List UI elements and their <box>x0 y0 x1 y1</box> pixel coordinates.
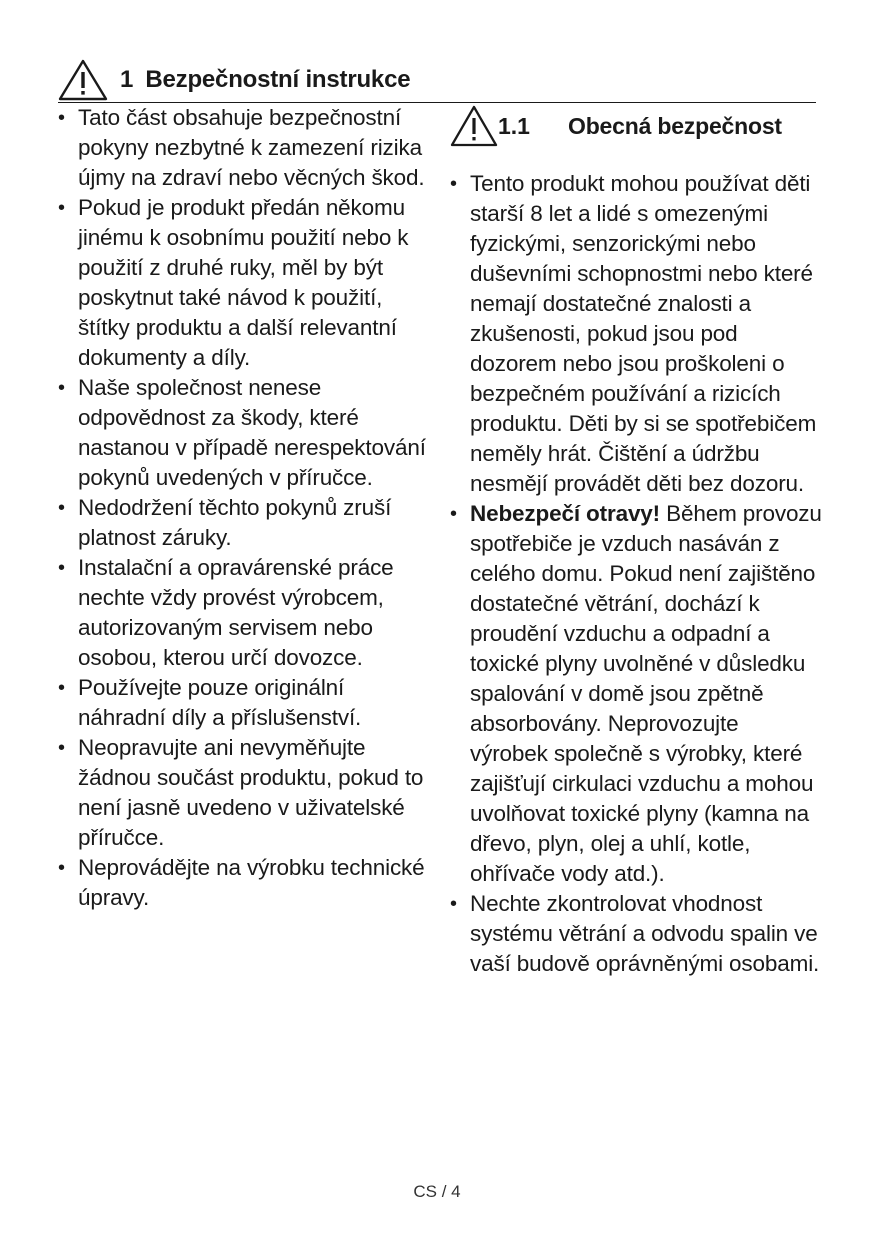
warning-triangle-icon <box>58 59 108 101</box>
list-item-emphasis: Nebezpečí otravy! <box>470 501 661 526</box>
list-item-text: Používejte pouze originální náhradní díly a příslušenství. <box>78 675 362 730</box>
subsection-title: Obecná bezpečnost <box>568 112 782 139</box>
list-item: • Neopravujte ani nevyměňujte žádnou součást produktu, pokud to není jasně uvedeno v uživatelské příručce. <box>58 735 424 850</box>
list-item: • Neprovádějte na výrobku technické úpravy. <box>58 855 425 910</box>
list-item: • Tato část obsahuje bezpečnostní pokyny nezbytné k zamezení rizika újmy na zdraví nebo věcných škod. <box>58 105 425 190</box>
list-item-text: Naše společnost nenese odpovědnost za škody, které nastanou v případě nerespektování pokynů uvedených v příručce. <box>78 375 426 490</box>
list-item: • Naše společnost nenese odpovědnost za škody, které nastanou v případě nerespektování pokynů uvedených v příručce. <box>58 375 426 490</box>
list-item: • Nebezpečí otravy! Během provozu spotřebiče je vzduch nasáván z celého domu. Pokud není zajištěno dostatečné větrání, dochází k proudění vzduchu a odpadní a toxické plyny uvolněné v důsledku spalování v domě jsou zpětně absorbovány. Neprovozujte výrobek společně s výrobky, které zajišťují cirkulaci vzduchu a mohou uvolňovat toxické plyny (kamna na dřevo, plyn, olej a uhlí, kotle, ohřívače vody atd.). <box>450 501 822 886</box>
warning-triangle-icon <box>450 105 498 147</box>
list-item-text: Tato část obsahuje bezpečnostní pokyny nezbytné k zamezení rizika újmy na zdraví nebo věcných škod. <box>78 105 425 190</box>
right-bullet-list <box>450 169 822 979</box>
list-item: • Instalační a opravárenské práce nechte vždy provést výrobcem, autorizovaným servisem nebo osobou, kterou určí dovozce. <box>58 555 394 670</box>
subsection-number: 1.1 <box>498 112 530 139</box>
left-bullet-list <box>58 103 430 913</box>
page-number: CS / 4 <box>413 1182 461 1201</box>
subsection-heading <box>450 103 822 149</box>
right-column <box>450 103 822 979</box>
list-item: • Pokud je produkt předán někomu jinému k osobnímu použití nebo k použití z druhé ruky, měl by být poskytnut také návod k použití, štítky produktu a další relevantní dokumenty a díly. <box>58 195 409 370</box>
section-heading <box>58 58 410 102</box>
list-item-text: Tento produkt mohou používat děti starší 8 let a lidé s omezenými fyzickými, senzorickými nebo duševními schopnostmi nebo které nemají dostatečné znalosti a zkušenosti, pokud jsou pod dozorem nebo jsou proškoleni o bezpečném používání a rizicích produktu. Děti by si se spotřebičem neměly hrát. Čištění a údržbu nesmějí provádět děti bez dozoru. <box>470 171 817 496</box>
list-item-text: Pokud je produkt předán někomu jinému k osobnímu použití nebo k použití z druhé ruky, měl by být poskytnut také návod k použití, štítky produktu a další relevantní dokumenty a díly. <box>78 195 409 370</box>
left-column <box>58 103 430 913</box>
list-item-text: Instalační a opravárenské práce nechte vždy provést výrobcem, autorizovaným servisem nebo osobou, kterou určí dovozce. <box>78 555 394 670</box>
list-item-text: Během provozu spotřebiče je vzduch nasáván z celého domu. Pokud není zajištěno dostatečné větrání, dochází k proudění vzduchu a odpadní a toxické plyny uvolněné v důsledku spalování v domě jsou zpětně absorbovány. Neprovozujte výrobek společně s výrobky, které zajišťují cirkulaci vzduchu a mohou uvolňovat toxické plyny (kamna na dřevo, plyn, olej a uhlí, kotle, ohřívače vody atd.). <box>470 501 822 886</box>
list-item: • Nedodržení těchto pokynů zruší platnost záruky. <box>58 495 392 550</box>
list-item: • Používejte pouze originální náhradní díly a příslušenství. <box>58 675 362 730</box>
list-item-text: Nedodržení těchto pokynů zruší platnost záruky. <box>78 495 392 550</box>
list-item-text: Neprovádějte na výrobku technické úpravy. <box>78 855 425 910</box>
list-item-text: Nechte zkontrolovat vhodnost systému větrání a odvodu spalin ve vaší budově oprávněnými osobami. <box>470 891 820 976</box>
section-number: 1 <box>120 66 134 93</box>
list-item: • Tento produkt mohou používat děti starší 8 let a lidé s omezenými fyzickými, senzorickými nebo duševními schopnostmi nebo které nemají dostatečné znalosti a zkušenosti, pokud jsou pod dozorem nebo jsou proškoleni o bezpečném používání a rizicích produktu. Děti by si se spotřebičem neměly hrát. Čištění a údržbu nesmějí provádět děti bez dozoru. <box>450 171 817 496</box>
list-item: • Nechte zkontrolovat vhodnost systému větrání a odvodu spalin ve vaší budově oprávněnými osobami. <box>450 891 820 976</box>
section-title: Bezpečnostní instrukce <box>145 66 411 93</box>
list-item-text: Neopravujte ani nevyměňujte žádnou součást produktu, pokud to není jasně uvedeno v uživatelské příručce. <box>78 735 424 850</box>
